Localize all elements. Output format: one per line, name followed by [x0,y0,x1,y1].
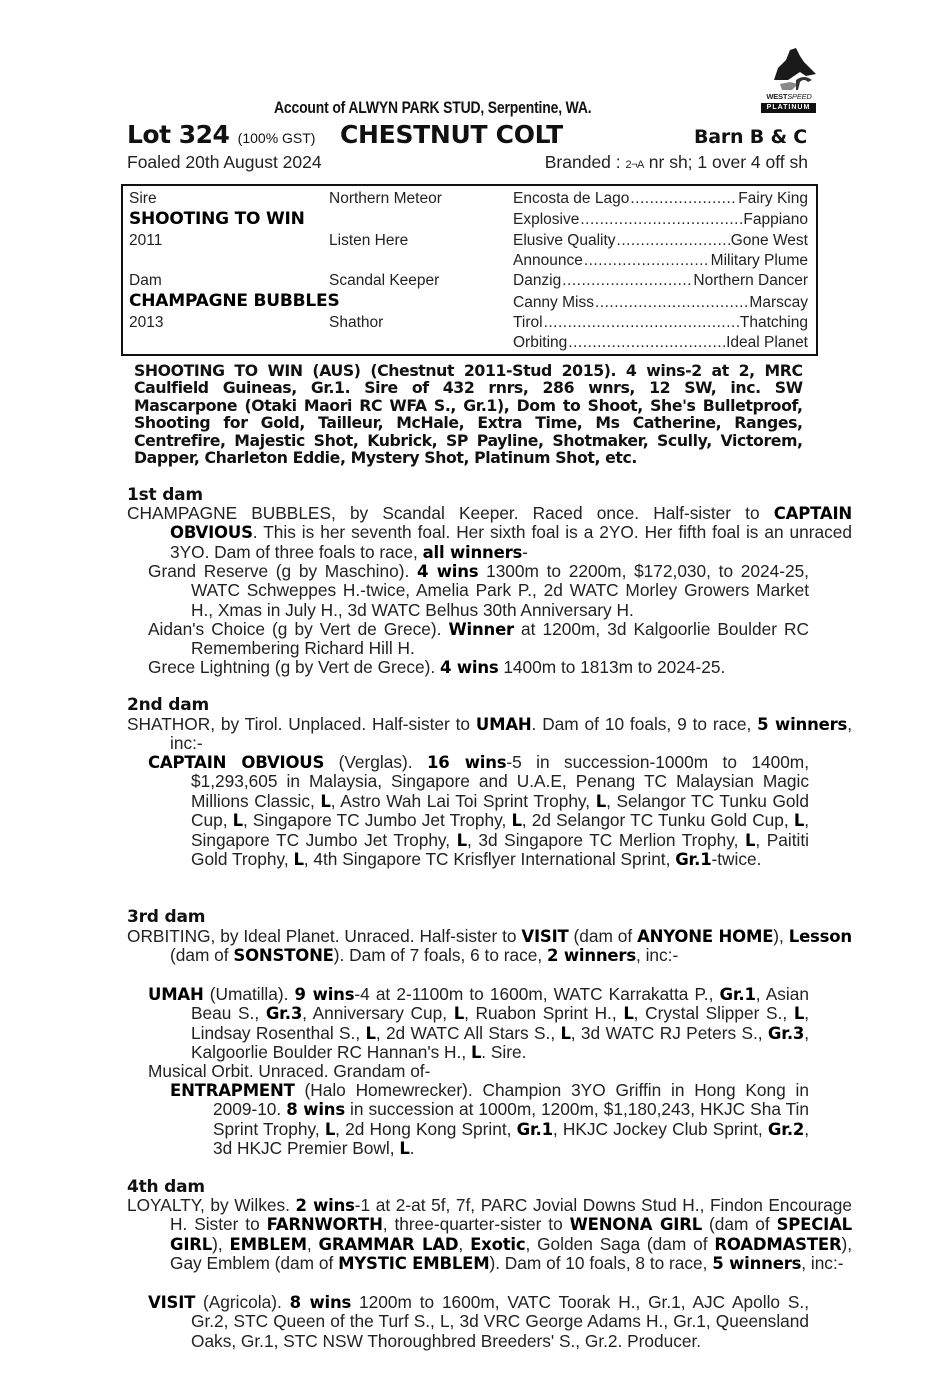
emphasis-text: MYSTIC EMBLEM [338,1254,490,1274]
first-dam-intro: CHAMPAGNE BUBBLES, by Scandal Keeper. Raced once. Half-sister to CAPTAIN OBVIOUS. This is her seventh foal. Her sixth foal is a 2YO. Her fifth foal is an unraced 3YO. Dam of three foals to race, all winners- [127,503,852,562]
emphasis-text: 8 wins [286,1100,345,1120]
emphasis-text: Gr.1 [719,985,756,1004]
progeny-entry: Aidan's Choice (g by Vert de Grece). Winner at 1200m, 3d Kalgoorlie Boulder RC Remembering Richard Hill H. [148,619,809,659]
progeny-entry: UMAH (Umatilla). 9 wins-4 at 2-1100m to 1600m, WATC Karrakatta P., Gr.1, Asian Beau S., Gr.3, Anniversary Cup, L, Ruabon Sprint H., L, Crystal Slipper S., L, Lindsay Rosenthal S., L, 2d WATC All Stars S., L, 3d WATC RJ Peters S., Gr.3, Kalgoorlie Boulder RC Hannan's H., L. Sire. [148,984,809,1063]
third-dam-heading: 3rd dam [127,907,206,927]
emphasis-text: CAPTAIN OBVIOUS [148,753,325,772]
emphasis-text: 2 winners [547,946,636,966]
emphasis-text: Exotic [470,1234,526,1254]
horse-racing-logo-icon [760,46,818,92]
grandparent-row: Elusive Quality ..... Gone West [513,232,808,250]
second-dam-intro: SHATHOR, by Tirol. Unplaced. Half-sister to UMAH. Dam of 10 foals, 9 to race, 5 winners, inc:- [127,714,852,754]
emphasis-text: Gr.2 [767,1119,805,1139]
emphasis-text: 8 wins [289,1293,352,1312]
second-dam-heading: 2nd dam [127,695,209,715]
emphasis-text: L [453,1004,465,1024]
dam-dam: Shathor [329,314,384,331]
emphasis-text: UMAH [148,985,204,1004]
emphasis-text: 4 wins [417,562,479,581]
emphasis-text: L [320,791,331,811]
emphasis-text: L [623,1004,634,1024]
emphasis-text: L [560,1023,571,1043]
emphasis-text: ROADMASTER [714,1234,842,1254]
emphasis-text: 9 wins [294,985,355,1004]
emphasis-text: Gr.1 [675,850,712,870]
logo-tier-badge: PLATINUM [761,103,816,113]
emphasis-text: L [511,811,522,831]
sire-summary: SHOOTING TO WIN (AUS) (Chestnut 2011-Stud 2015). 4 wins-2 at 2, MRC Caulfield Guineas, Gr.1. Sire of 432 rnrs, 286 wnrs, 12 SW, inc. SW Mascarpone (Otaki Maori RC WFA S., Gr.1), Dom to Shoot, She's Bulletproof, Shooting for Gold, Tailleur, McHale, Extra Time, Ms Catherine, Ranges, Centrefire, Majestic Shot, Kubrick, SP Payline, Shotmaker, Scully, Victorem, Dapper, Charleton Eddie, Mystery Shot, Platinum Shot, etc. [134,361,803,468]
emphasis-text: 4 wins [440,658,499,677]
progeny-entry: Grece Lightning (g by Vert de Grece). 4 wins 1400m to 1813m to 2024-25. [148,657,726,677]
emphasis-text: FARNWORTH [266,1215,383,1235]
emphasis-text: Lesson [788,927,852,946]
emphasis-text: ENTRAPMENT [170,1081,295,1100]
grandparent-row: Encosta de Lago ..... Fairy King [513,190,808,208]
emphasis-text: L [365,1023,376,1043]
sire-dam: Listen Here [329,232,409,249]
emphasis-text: CAPTAIN OBVIOUS [170,504,852,543]
emphasis-text: SPECIAL GIRL [170,1215,852,1254]
grand-progeny-entry: ENTRAPMENT (Halo Homewrecker). Champion 3YO Griffin in Hong Kong in 2009-10. 8 wins in succession at 1000m, 1200m, $1,180,243, HKJC Sha Tin Sprint Trophy, L, 2d Hong Kong Sprint, Gr.1, HKJC Jockey Club Sprint, Gr.2, 3d HKJC Premier Bowl, L. [170,1080,809,1159]
emphasis-text: Gr.3 [265,1004,303,1024]
vendor-account: Account of ALWYN PARK STUD, Serpentine, WA. [274,98,592,117]
emphasis-text: EMBLEM [229,1234,307,1254]
barn-location: Barn B & C [693,126,807,148]
emphasis-text: Gr.1 [516,1119,553,1139]
dam-sire: Scandal Keeper [329,272,440,289]
sire-year: 2011 [129,232,163,249]
logo-brand-text: WESTSPEED [766,92,812,101]
emphasis-text: L [793,1004,805,1024]
gst-note: (100% GST) [237,130,316,146]
westspeed-platinum-logo [760,46,818,116]
grandparent-row: Orbiting ..... Ideal Planet [513,334,808,352]
sire-name: SHOOTING TO WIN [129,209,305,229]
emphasis-text: SONSTONE [233,946,334,966]
brand-info: Branded : 2¬A nr sh; 1 over 4 off sh [544,152,808,172]
emphasis-text: 2 wins [295,1196,355,1215]
foaled-date: Foaled 20th August 2024 [127,152,322,172]
other-progeny: Musical Orbit. Unraced. Grandam of- [148,1061,431,1081]
emphasis-text: VISIT [521,927,569,946]
grandparent-row: Tirol ..... Thatching [513,314,808,332]
lot-line [127,120,809,152]
emphasis-text: L [232,811,243,831]
emphasis-text: 16 wins [426,753,507,772]
emphasis-text: UMAH [475,715,532,734]
emphasis-text: L [293,850,304,870]
pedigree-table [121,184,818,356]
grandparent-row: Danzig ..... Northern Dancer [513,272,808,290]
sire-sire: Northern Meteor [329,190,442,207]
emphasis-text: VISIT [148,1293,196,1312]
emphasis-text: L [324,1119,336,1139]
emphasis-text: L [399,1139,410,1159]
fourth-dam-heading: 4th dam [127,1177,205,1197]
dam-year: 2013 [129,314,164,331]
emphasis-text: L [470,1043,482,1063]
lot-description: CHESTNUT COLT [340,120,563,149]
grandparent-row: Canny Miss ..... Marscay [513,294,808,312]
emphasis-text: L [745,830,756,850]
progeny-entry: VISIT (Agricola). 8 wins 1200m to 1600m, VATC Toorak H., Gr.1, AJC Apollo S., Gr.2, STC Queen of the Turf S., L, 3d VRC George Adams H., Gr.1, Queensland Oaks, Gr.1, STC NSW Thoroughbred Breeders' S., Gr.2. Producer. [148,1292,809,1351]
emphasis-text: GRAMMAR LAD [318,1234,459,1254]
emphasis-text: Gr.3 [767,1023,805,1043]
emphasis-text: 5 winners [712,1254,802,1274]
lot-number: Lot 324 (100% GST) [127,120,316,149]
grandparent-row: Announce ..... Military Plume [513,252,808,270]
emphasis-text: all winners [422,542,523,562]
emphasis-text: L [456,830,467,850]
progeny-entry: CAPTAIN OBVIOUS (Verglas). 16 wins-5 in succession-1000m to 1400m, $1,293,605 in Malaysia, Singapore and U.A.E, Penang TC Malaysian Magic Millions Classic, L, Astro Wah Lai Toi Sprint Trophy, L, Selangor TC Tunku Gold Cup, L, Singapore TC Jumbo Jet Trophy, L, 2d Selangor TC Tunku Gold Cup, L, Singapore TC Jumbo Jet Trophy, L, 3d Singapore TC Merlion Trophy, L, Paititi Gold Trophy, L, 4th Singapore TC Krisflyer International Sprint, Gr.1-twice. [148,752,809,870]
emphasis-text: L [793,811,805,831]
brand-mark: 2¬A [625,159,644,171]
emphasis-text: 5 winners [757,715,848,734]
third-dam-intro: ORBITING, by Ideal Planet. Unraced. Half-sister to VISIT (dam of ANYONE HOME), Lesson (dam of SONSTONE). Dam of 7 foals, 6 to race, 2 winners, inc:- [127,926,852,966]
progeny-entry: Grand Reserve (g by Maschino). 4 wins 1300m to 2200m, $172,030, to 2024-25, WATC Schweppes H.-twice, Amelia Park P., 2d WATC Morley Growers Market H., Xmas in July H., 3d WATC Belhus 30th Anniversary H. [148,561,809,620]
dam-label: Dam [129,272,162,289]
first-dam-heading: 1st dam [127,485,203,505]
grandparent-row: Explosive ..... Fappiano [513,211,808,229]
emphasis-text: ANYONE HOME [637,927,774,946]
emphasis-text: WENONA GIRL [569,1215,703,1235]
dam-name: CHAMPAGNE BUBBLES [129,291,340,311]
emphasis-text: L [595,791,607,811]
emphasis-text: Winner [448,620,514,639]
fourth-dam-intro: LOYALTY, by Wilkes. 2 wins-1 at 2-at 5f, 7f, PARC Jovial Downs Stud H., Findon Encourage H. Sister to FARNWORTH, three-quarter-sister to WENONA GIRL (dam of SPECIAL GIRL), EMBLEM, GRAMMAR LAD, Exotic, Golden Saga (dam of ROADMASTER), Gay Emblem (dam of MYSTIC EMBLEM). Dam of 10 foals, 8 to race, 5 winners, inc:- [127,1195,853,1274]
sire-label: Sire [129,190,157,207]
